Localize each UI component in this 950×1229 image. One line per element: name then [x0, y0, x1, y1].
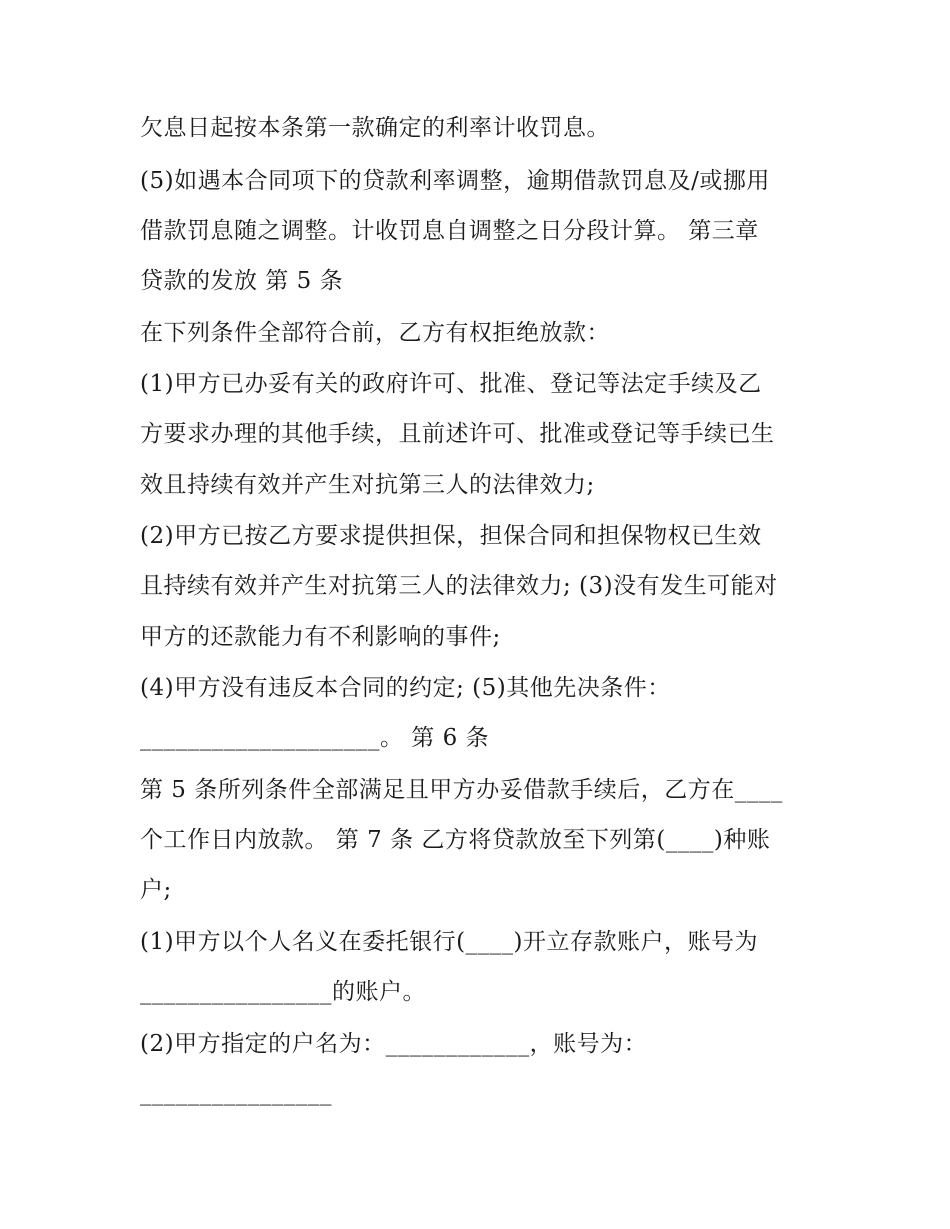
- text-line: (5)如遇本合同项下的贷款利率调整，逾期借款罚息及/或挪用: [140, 168, 770, 194]
- text-line: 贷款的发放 第 5 条: [140, 268, 344, 294]
- text-line: ________________的账户。: [140, 979, 426, 1005]
- text-line: 在下列条件全部符合前，乙方有权拒绝放款：: [140, 320, 610, 346]
- text-line: (1)甲方已办妥有关的政府许可、批准、登记等法定手续及乙: [140, 371, 762, 397]
- text-line: (1)甲方以个人名义在委托银行(____)开立存款账户，账号为: [140, 929, 759, 955]
- text-line: (4)甲方没有违反本合同的约定; (5)其他先决条件：: [140, 675, 671, 701]
- text-line: 甲方的还款能力有不利影响的事件;: [140, 624, 501, 650]
- text-line: 户;: [140, 877, 172, 903]
- text-line: ____________________。 第 6 条: [140, 725, 490, 751]
- text-line: 个工作日内放款。 第 7 条 乙方将贷款放至下列第(____)种账: [140, 827, 771, 853]
- text-line: (2)甲方已按乙方要求提供担保，担保合同和担保物权已生效: [140, 523, 762, 549]
- text-line: 借款罚息随之调整。计收罚息自调整之日分段计算。 第三章: [140, 218, 759, 244]
- text-line: 欠息日起按本条第一款确定的利率计收罚息。: [140, 115, 610, 141]
- text-line: 效且持续有效并产生对抗第三人的法律效力;: [140, 472, 595, 498]
- text-line: 第 5 条所列条件全部满足且甲方办妥借款手续后，乙方在____: [140, 777, 783, 803]
- text-line: (2)甲方指定的户名为：____________，账号为：: [140, 1031, 648, 1057]
- text-line: ________________: [140, 1080, 332, 1106]
- text-line: 方要求办理的其他手续，且前述许可、批准或登记等手续已生: [140, 421, 775, 447]
- text-line: 且持续有效并产生对抗第三人的法律效力; (3)没有发生可能对: [140, 573, 778, 599]
